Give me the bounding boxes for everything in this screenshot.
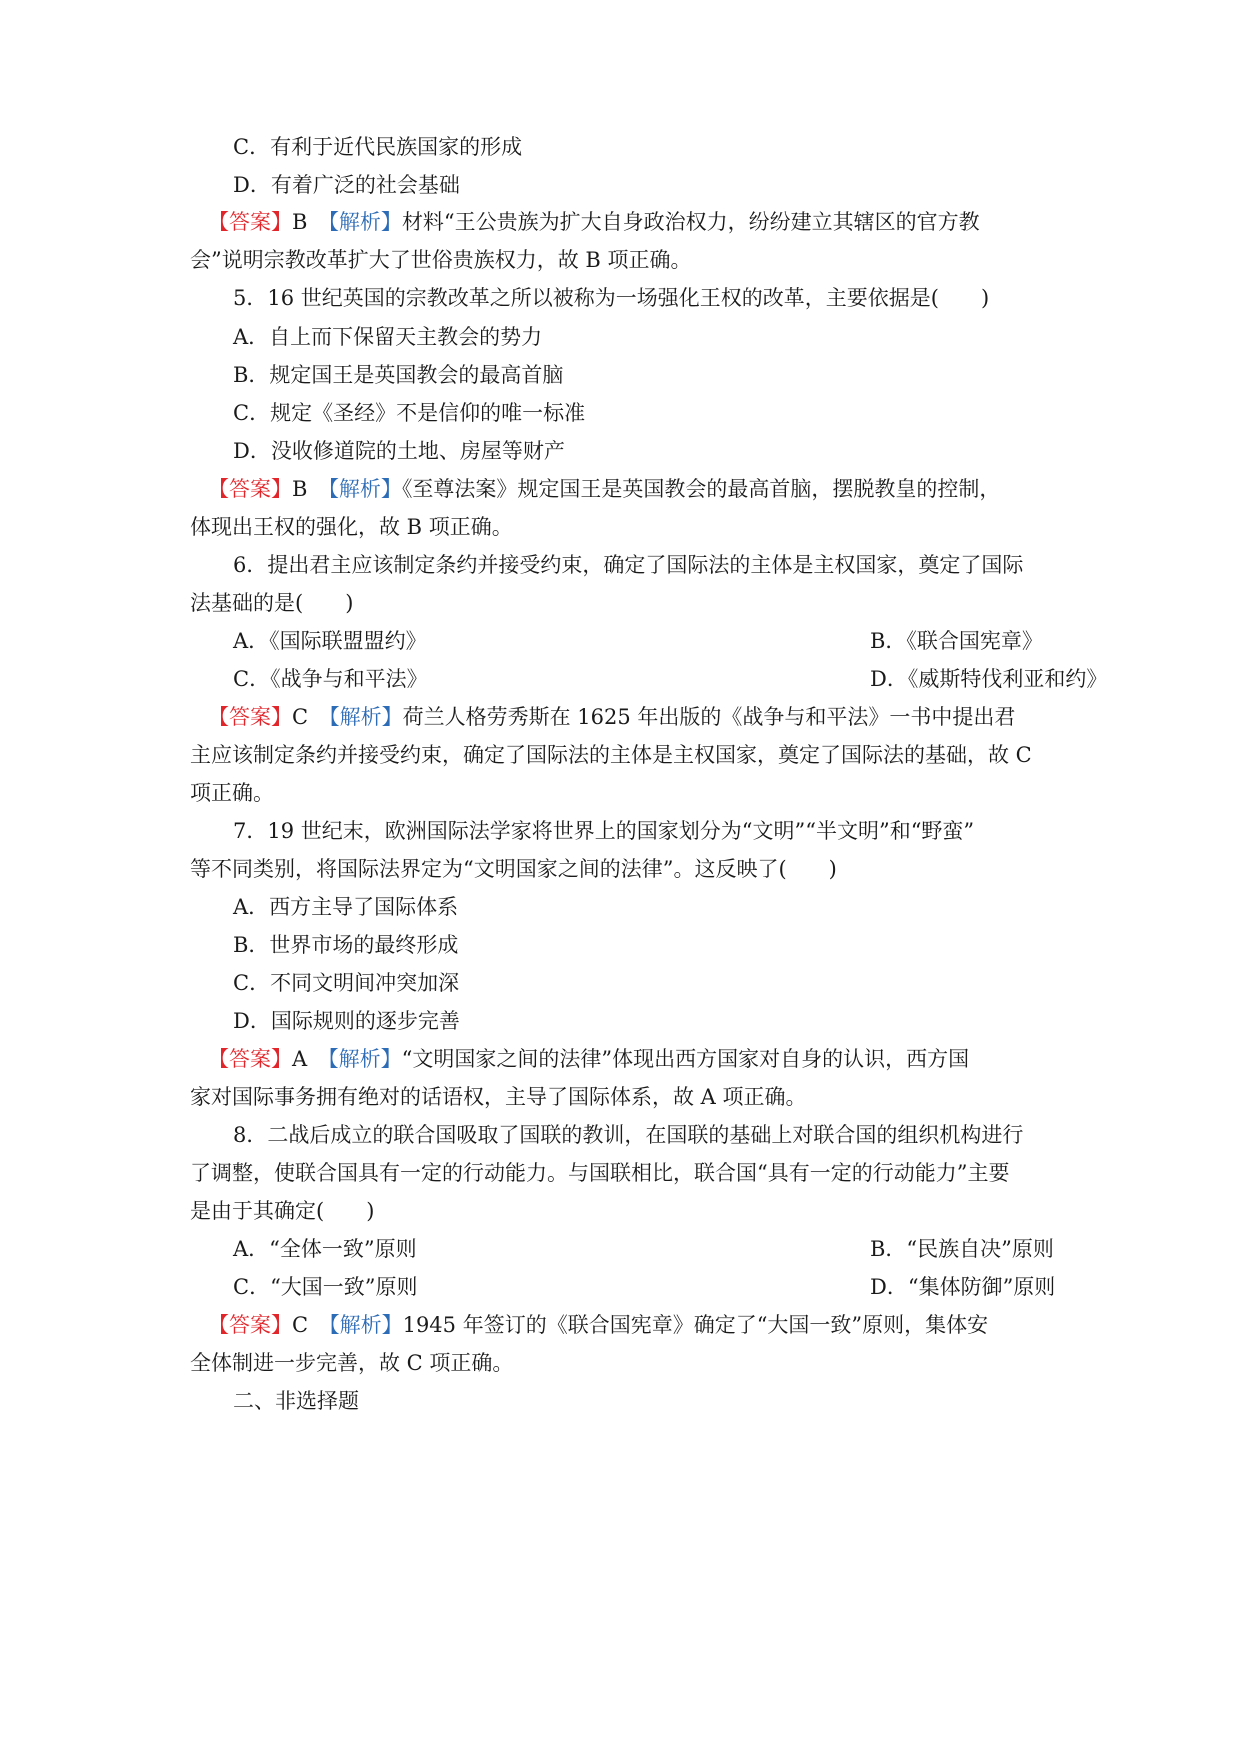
answer-label: 【答案】 <box>208 705 292 729</box>
answer-value: A <box>292 1047 308 1071</box>
q5-stem: 5．16 世纪英国的宗教改革之所以被称为一场强化王权的改革，主要依据是( ) <box>233 286 990 310</box>
q4-option-c: C．有利于近代民族国家的形成 <box>233 135 523 159</box>
q7-answer-line <box>208 1044 969 1074</box>
analysis-label: 【解析】 <box>329 705 403 729</box>
q7-stem-line1: 7．19 世纪末，欧洲国际法学家将世界上的国家划分为“文明”“半文明”和“野蛮” <box>233 819 975 843</box>
q8-options-row1 <box>233 1234 1054 1264</box>
q7-option-b: B．世界市场的最终形成 <box>233 933 459 957</box>
analysis-label: 【解析】 <box>328 1047 402 1071</box>
analysis-label: 【解析】 <box>329 1313 403 1337</box>
q6-stem-line2: 法基础的是( ) <box>190 591 354 615</box>
q8-answer-line <box>208 1310 988 1340</box>
q4-option-d: D．有着广泛的社会基础 <box>233 173 460 197</box>
q5-answer-line <box>208 474 1000 504</box>
q6-option-c: C．《战争与和平法》 <box>233 667 428 691</box>
q5-option-c: C．规定《圣经》不是信仰的唯一标准 <box>233 401 586 425</box>
q7-option-d: D．国际规则的逐步完善 <box>233 1009 460 1033</box>
q8-option-c: C．“大国一致”原则 <box>233 1275 418 1299</box>
q8-analysis-line2: 全体制进一步完善，故 C 项正确。 <box>190 1351 514 1375</box>
analysis-text: 1945 年签订的《联合国宪章》确定了“大国一致”原则，集体安 <box>402 1313 989 1337</box>
answer-label: 【答案】 <box>208 1047 292 1071</box>
analysis-text: “文明国家之间的法律”体现出西方国家对自身的认识，西方国 <box>401 1047 970 1071</box>
answer-value: C <box>292 1313 309 1337</box>
analysis-text: 《至尊法案》规定国王是英国教会的最高首脑，摆脱教皇的控制， <box>401 477 1001 501</box>
analysis-label: 【解析】 <box>328 477 402 501</box>
answer-value: B <box>292 210 308 234</box>
q5-analysis-line2: 体现出王权的强化，故 B 项正确。 <box>190 515 513 539</box>
q6-stem-line1: 6．提出君主应该制定条约并接受约束，确定了国际法的主体是主权国家，奠定了国际 <box>233 553 1024 577</box>
answer-value: C <box>292 705 309 729</box>
q6-option-d: D．《威斯特伐利亚和约》 <box>870 667 1108 691</box>
answer-label: 【答案】 <box>208 210 292 234</box>
q5-option-d: D．没收修道院的土地、房屋等财产 <box>233 439 565 463</box>
q6-answer-line <box>208 702 1015 732</box>
analysis-text: 材料“王公贵族为扩大自身政治权力，纷纷建立其辖区的官方教 <box>401 210 980 234</box>
q7-analysis-line2: 家对国际事务拥有绝对的话语权，主导了国际体系，故 A 项正确。 <box>190 1085 807 1109</box>
q5-option-b: B．规定国王是英国教会的最高首脑 <box>233 363 564 387</box>
q6-analysis-line3: 项正确。 <box>190 781 274 805</box>
section-heading: 二、非选择题 <box>233 1389 359 1413</box>
q8-option-d: D．“集体防御”原则 <box>870 1275 1056 1299</box>
q8-option-a: A．“全体一致”原则 <box>233 1237 417 1261</box>
q8-options-row2 <box>233 1272 1056 1302</box>
q6-option-b: B．《联合国宪章》 <box>870 629 1043 653</box>
q8-stem-line1: 8．二战后成立的联合国吸取了国联的教训，在国联的基础上对联合国的组织机构进行 <box>233 1123 1024 1147</box>
q8-stem-line2: 了调整，使联合国具有一定的行动能力。与国联相比，联合国“具有一定的行动能力”主要 <box>190 1161 1010 1185</box>
q6-options-row2 <box>233 664 1108 694</box>
answer-label: 【答案】 <box>208 477 292 501</box>
q8-option-b: B．“民族自决”原则 <box>870 1237 1054 1261</box>
q5-option-a: A．自上而下保留天主教会的势力 <box>233 325 543 349</box>
q6-analysis-line2: 主应该制定条约并接受约束，确定了国际法的主体是主权国家，奠定了国际法的基础，故 C <box>190 743 1032 767</box>
q6-option-a: A．《国际联盟盟约》 <box>233 629 427 653</box>
q7-option-a: A．西方主导了国际体系 <box>233 895 459 919</box>
q4-answer-line <box>208 207 980 237</box>
q4-analysis-line2: 会”说明宗教改革扩大了世俗贵族权力，故 B 项正确。 <box>190 248 692 272</box>
q6-options-row1 <box>233 626 1043 656</box>
q7-stem-line2: 等不同类别，将国际法界定为“文明国家之间的法律”。这反映了( ) <box>190 857 837 881</box>
analysis-text: 荷兰人格劳秀斯在 1625 年出版的《战争与和平法》一书中提出君 <box>402 705 1016 729</box>
q8-stem-line3: 是由于其确定( ) <box>190 1199 375 1223</box>
q7-option-c: C．不同文明间冲突加深 <box>233 971 460 995</box>
answer-label: 【答案】 <box>208 1313 292 1337</box>
analysis-label: 【解析】 <box>328 210 402 234</box>
answer-value: B <box>292 477 308 501</box>
